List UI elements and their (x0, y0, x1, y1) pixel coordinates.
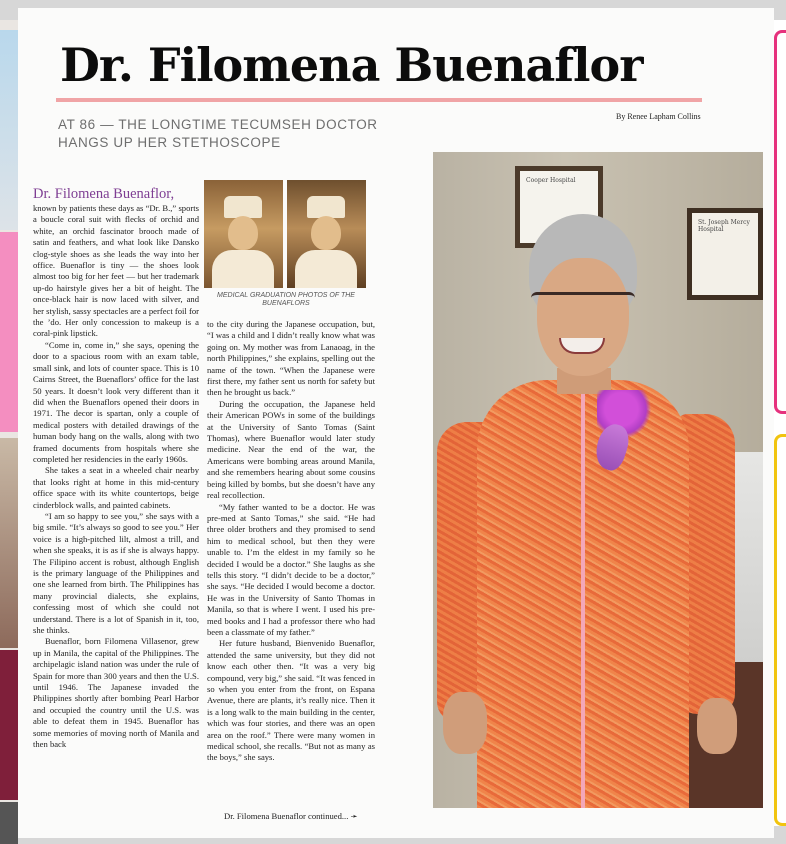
adjacent-page-frame (774, 434, 786, 826)
paragraph: “My father wanted to be a doctor. He was pre-med at Santo Tomas,” she said. “He had three older brothers and they promised to send him to medical school, but then they were unable to. I’m the eldest in my family so he decided I would be a doctor.” She laughs as she tells this story. “I didn’t decide to be a doctor,” she says. “He decided I would become a doctor. He was in the University of Santo Thomas in Manila, so that is where I went. I used his pre-med books and I had a professor there who had been a classmate of my father.” (207, 501, 375, 637)
graduation-photo-man (287, 180, 366, 288)
gown (295, 250, 357, 288)
glasses-icon (531, 292, 635, 314)
adjacent-page-image (0, 438, 18, 648)
paragraph: She takes a seat in a wheeled chair nearby that looks right at home in this mid-century office space with its white countertops, beige cinderblock walls, and painted cabinets. (33, 465, 199, 510)
hand (697, 698, 737, 754)
adjacent-page-right-edge (774, 20, 786, 826)
graduation-photo-woman (204, 180, 283, 288)
graduation-cap (307, 196, 345, 218)
text-column-2 (207, 319, 375, 764)
graduation-photos (204, 180, 366, 294)
paragraph: “I am so happy to see you,” she says with a big smile. “It’s always so good to see you.” Her voice is a high-pitched lilt, almost a trill, and when she speaks, it is as if she is always happy. The Filipino accent is robust, although English is the primary language of the Philippines and one she learned from birth. The Philippines has many provincial dialects, she explains, confessing most of which she could not understand. There is a lot of Spanish in it, too, she thinks. (33, 510, 199, 636)
lead-name: Dr. Filomena Buenaflor, (33, 186, 175, 202)
face (311, 216, 341, 250)
continued-note: Dr. Filomena Buenaflor continued... ➛ (224, 811, 358, 821)
face (228, 216, 258, 250)
paragraph: Her future husband, Bienvenido Buenaflor, attended the same university, but they did not know each other then. “It was a very big compound, very big,” she said. “It was fenced in so when you enter from the front, on Espana Avenue, there are plants, it’s really nice. Then it is a long walk to the main building in the center, which was four stories, and there was an open area on the roof.” There were many women in medical school, she recalls. “But not as many as the boys,” she says. (207, 638, 375, 763)
photo-caption: MEDICAL GRADUATION PHOTOS OF THE BUENAFLORS (217, 292, 355, 307)
graduation-cap (224, 196, 262, 218)
title-underline (56, 98, 702, 102)
suit-trim (581, 384, 585, 808)
adjacent-page-image (0, 802, 18, 844)
adjacent-page-image (0, 232, 18, 432)
byline: By Renee Lapham Collins (616, 112, 701, 121)
hand (443, 692, 487, 754)
article-title: Dr. Filomena Buenaflor (60, 38, 643, 92)
face (537, 258, 629, 376)
magazine-page (18, 8, 774, 838)
paragraph: Buenaflor, born Filomena Villasenor, grew up in Manila, the capital of the Philippines. The archipelagic island nation was under the rule of Spain for more than 300 years and then the U.S. until 1946. The Japanese invaded the Philippines shortly after bombing Pearl Harbor and occupied the country until the U.S. was able to defeat them in 1945. Buenaflor has some memories of moving north of Manila and then back (33, 636, 199, 750)
framed-diploma (687, 208, 763, 300)
adjacent-page-frame (774, 30, 786, 414)
paragraph: known by patients these days as “Dr. B.,” sports a boucle coral suit with flecks of orchid and white, an orchid fascinator brooch made of satin and feathers, and what look like Dansko clog-style shoes as she leads the way into her office. Buenaflor is tiny — the shoes look almost too big for her feet — but her trademark up-do hairstyle gives her a bit of height. The once-black hair is now laced with silver, and her stylish, sassy spectacles are a perfect foil for the ’do. Her only concession to makeup is a coral-pink lipstick. (33, 203, 199, 339)
adjacent-page-left-edge (0, 20, 18, 826)
adjacent-page-image (0, 650, 18, 800)
gown (212, 250, 274, 288)
article-subtitle: AT 86 — THE LONGTIME TECUMSEH DOCTOR HANGS UP HER STETHOSCOPE (58, 117, 378, 150)
adjacent-page-image (0, 30, 18, 230)
paragraph: During the occupation, the Japanese held their American POWs in some of the buildings at the University of Santo Tomas (Saint Thomas), where Buenaflor would later study medicine. Near the end of the war, the Americans were bombing areas around Manila, and she remembers hearing about some cousins being killed by bombs, but she doesn’t have any real recollection. (207, 398, 375, 501)
diploma-text: Cooper Hospital (526, 177, 576, 184)
paragraph: “Come in, come in,” she says, opening the door to a spacious room with an exam table, small sink, and lots of counter space. This is 10 Cairns Street, the Buenaflors’ office for the last 50 years. It doesn’t look very different than it did when the Buenaflors opened their doors in 1971. The decor is spartan, only a couple of medical posters with detailed drawings of the human body hang on the walls, along with two framed documents from hospitals where she completed her residencies in the early 1960s. (33, 339, 199, 464)
diploma-text: St. Joseph Mercy Hospital (698, 219, 750, 233)
text-column-1 (33, 186, 199, 751)
paragraph: to the city during the Japanese occupation, but, “I was a child and I didn’t really know what was going on. My mother was from Lanaoag, in the north Philippines,” she explains, spelling out the name of the town. “When the Japanese were first there, my father sent us north for safety but then he brought us back.” (207, 319, 375, 398)
portrait-photo (433, 152, 763, 808)
